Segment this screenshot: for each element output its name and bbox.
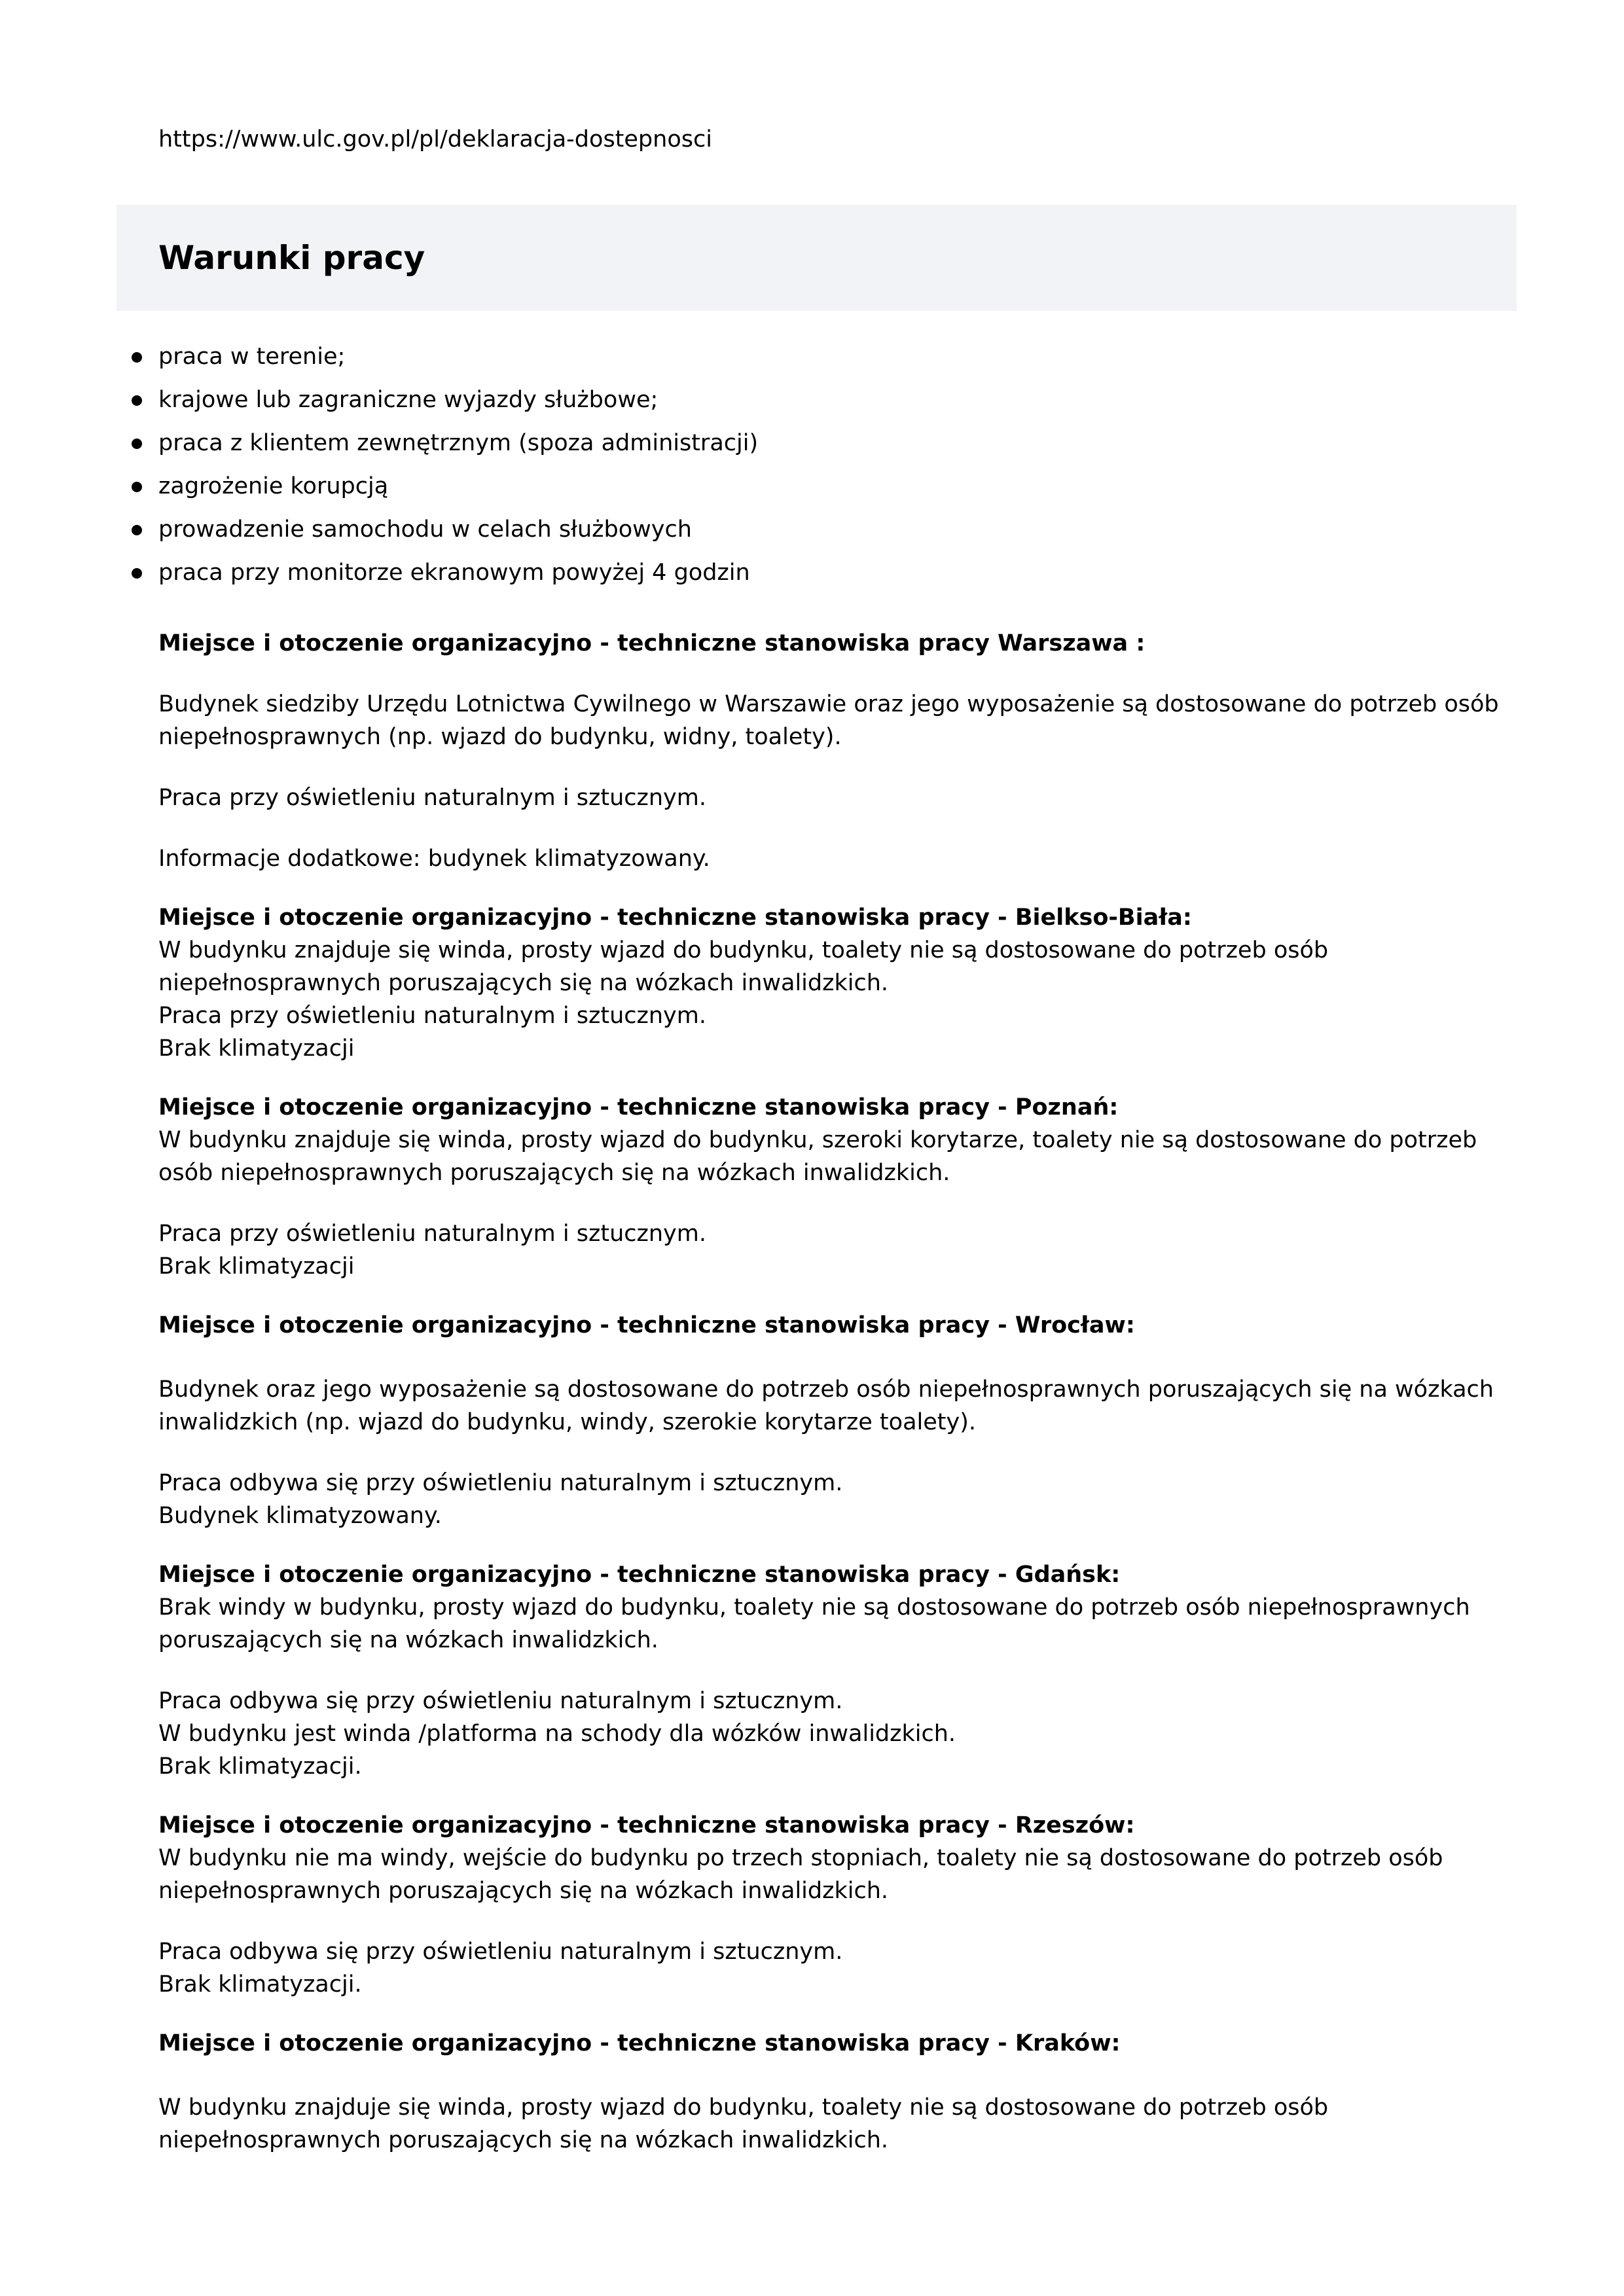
list-item: praca w terenie; — [0, 340, 1624, 384]
location-poznan — [158, 1091, 1507, 1283]
bullet-icon — [132, 482, 142, 492]
location-heading: Miejsce i otoczenie organizacyjno - techniczne stanowiska pracy - Rzeszów: — [158, 1812, 1135, 1839]
location-heading: Miejsce i otoczenie organizacyjno - techniczne stanowiska pracy - Gdańsk: — [158, 1562, 1121, 1588]
location-description: Budynek siedziby Urzędu Lotnictwa Cywilnego w Warszawie oraz jego wyposażenie są dostosowane do potrzeb osób niepełnosprawnych (np. wjazd do budynku, widny, toalety). — [158, 691, 1499, 750]
lighting-info: Praca przy oświetleniu naturalnym i sztucznym. — [158, 785, 706, 811]
location-heading: Miejsce i otoczenie organizacyjno - techniczne stanowiska pracy Warszawa : — [158, 630, 1146, 656]
list-item: krajowe lub zagraniczne wyjazdy służbowe; — [0, 384, 1624, 427]
page-url: https://www.ulc.gov.pl/pl/deklaracja-dostepnosci — [158, 126, 712, 152]
additional-info: Informacje dodatkowe: budynek klimatyzowany. — [158, 846, 710, 872]
location-bielsko-biala — [158, 901, 1507, 1065]
location-description: Budynek oraz jego wyposażenie są dostosowane do potrzeb osób niepełnosprawnych poruszających się na wózkach inwalidzkich (np. wjazd do budynku, windy, szerokie korytarze toalety). — [158, 1376, 1494, 1435]
bullet-icon — [132, 352, 142, 363]
climate-info: Budynek klimatyzowany. — [158, 1503, 442, 1529]
location-heading: Miejsce i otoczenie organizacyjno - techniczne stanowiska pracy - Bielkso-Biała: — [158, 905, 1192, 931]
lighting-info: Praca przy oświetleniu naturalnym i sztucznym. — [158, 1221, 706, 1247]
bullet-icon — [132, 568, 142, 579]
conditions-list — [0, 340, 1624, 600]
climate-info: Brak klimatyzacji. — [158, 1753, 362, 1780]
location-description: W budynku nie ma windy, wejście do budynku po trzech stopniach, toalety nie są dostosowane do potrzeb osób niepełnosprawnych poruszających się na wózkach inwalidzkich. — [158, 1845, 1443, 1904]
location-krakow — [158, 2027, 1507, 2157]
climate-info: Brak klimatyzacji — [158, 1035, 355, 1062]
location-heading: Miejsce i otoczenie organizacyjno - techniczne stanowiska pracy - Wrocław: — [158, 1312, 1135, 1338]
lighting-info: Praca odbywa się przy oświetleniu naturalnym i sztucznym. — [158, 1939, 843, 1965]
lighting-info: Praca przy oświetleniu naturalnym i sztucznym. — [158, 1003, 706, 1029]
workplace-locations — [158, 627, 1507, 2157]
bullet-icon — [132, 439, 142, 449]
list-item: prowadzenie samochodu w celach służbowych — [0, 513, 1624, 556]
location-description: W budynku znajduje się winda, prosty wjazd do budynku, toalety nie są dostosowane do potrzeb osób niepełnosprawnych poruszających się na wózkach inwalidzkich. — [158, 2094, 1329, 2153]
location-description: W budynku znajduje się winda, prosty wjazd do budynku, toalety nie są dostosowane do potrzeb osób niepełnosprawnych poruszających się na wózkach inwalidzkich. — [158, 937, 1329, 996]
lighting-info: Praca odbywa się przy oświetleniu naturalnym i sztucznym. — [158, 1688, 843, 1714]
list-item: praca przy monitorze ekranowym powyżej 4 godzin — [0, 556, 1624, 600]
list-item: zagrożenie korupcją — [0, 470, 1624, 513]
location-rzeszow — [158, 1809, 1507, 2001]
location-gdansk — [158, 1558, 1507, 1783]
bullet-icon — [132, 395, 142, 406]
location-heading: Miejsce i otoczenie organizacyjno - techniczne stanowiska pracy - Kraków: — [158, 2030, 1121, 2056]
location-warszawa — [158, 627, 1507, 875]
location-heading: Miejsce i otoczenie organizacyjno - techniczne stanowiska pracy - Poznań: — [158, 1094, 1119, 1121]
location-description: W budynku znajduje się winda, prosty wjazd do budynku, szeroki korytarze, toalety nie są dostosowane do potrzeb osób niepełnosprawnych poruszających się na wózkach inwalidzkich. — [158, 1127, 1477, 1186]
elevator-info: W budynku jest winda /platforma na schody dla wózków inwalidzkich. — [158, 1721, 956, 1747]
location-wroclaw — [158, 1309, 1507, 1532]
location-description: Brak windy w budynku, prosty wjazd do budynku, toalety nie są dostosowane do potrzeb osób niepełnosprawnych poruszających się na wózkach inwalidzkich. — [158, 1594, 1470, 1653]
section-title: Warunki pracy — [158, 239, 425, 277]
section-header — [117, 205, 1517, 311]
lighting-info: Praca odbywa się przy oświetleniu naturalnym i sztucznym. — [158, 1470, 843, 1496]
climate-info: Brak klimatyzacji. — [158, 1971, 362, 1998]
list-item: praca z klientem zewnętrznym (spoza administracji) — [0, 427, 1624, 470]
bullet-icon — [132, 525, 142, 535]
climate-info: Brak klimatyzacji — [158, 1253, 355, 1280]
